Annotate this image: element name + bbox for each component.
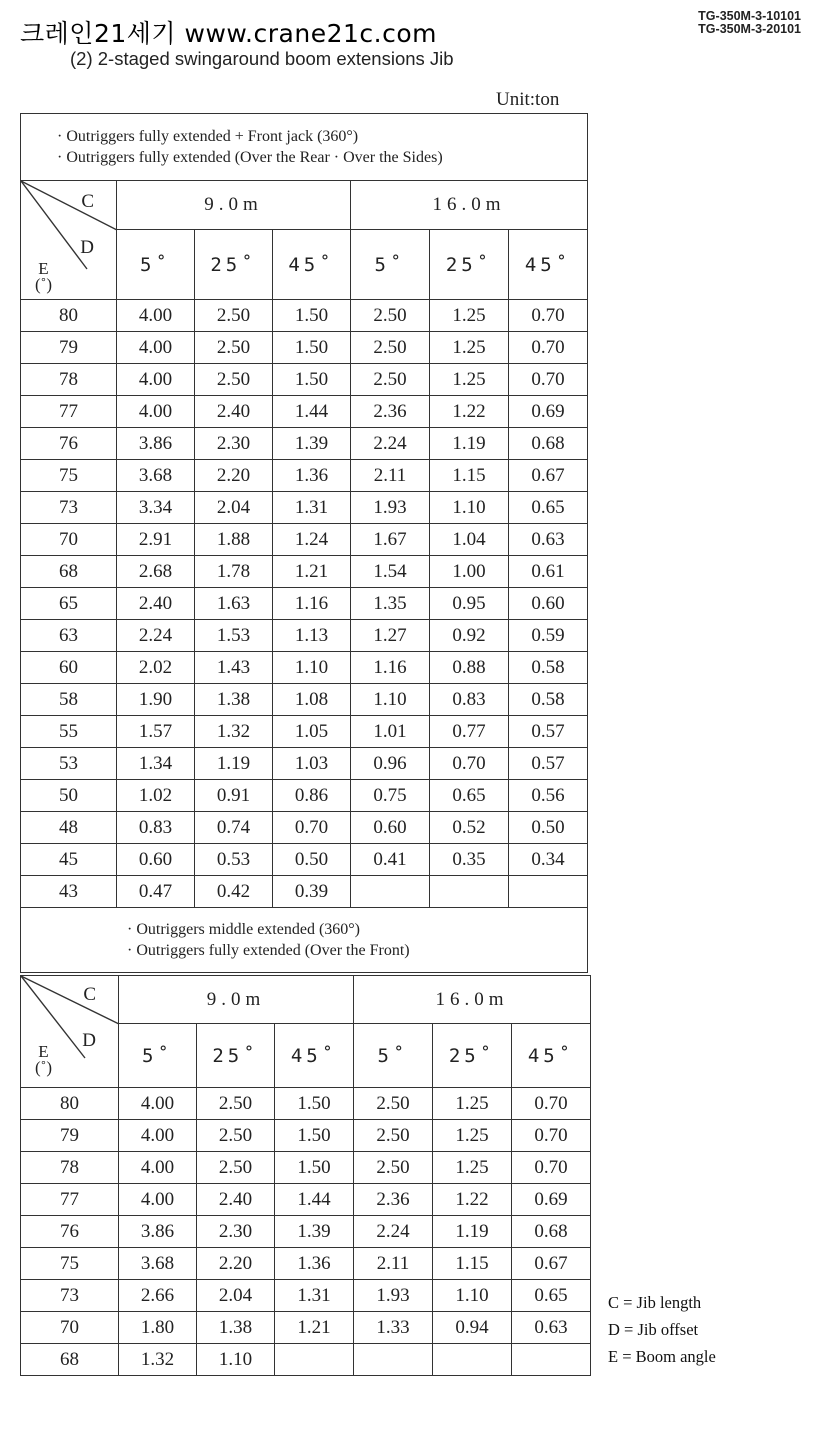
- capacity-cell: 2.40: [117, 588, 195, 620]
- condition-line: · Outriggers middle extended (360°): [127, 921, 360, 938]
- capacity-cell: 0.69: [512, 1184, 591, 1216]
- jib-offset-header: 45˚: [275, 1024, 354, 1088]
- capacity-cell: 2.24: [117, 620, 195, 652]
- capacity-cell: 1.27: [351, 620, 430, 652]
- boom-angle-cell: 70: [21, 524, 117, 556]
- capacity-cell: 2.50: [354, 1152, 433, 1184]
- capacity-cell: 0.57: [509, 716, 588, 748]
- capacity-cell: 1.13: [273, 620, 351, 652]
- capacity-cell: 1.33: [354, 1312, 433, 1344]
- capacity-cell: 2.50: [351, 364, 430, 396]
- table-row: [21, 620, 588, 652]
- table-row: [21, 556, 588, 588]
- boom-angle-cell: 75: [21, 460, 117, 492]
- capacity-cell: [430, 876, 509, 908]
- capacity-cell: 1.10: [273, 652, 351, 684]
- capacity-cell: 1.50: [273, 364, 351, 396]
- capacity-cell: 0.58: [509, 684, 588, 716]
- capacity-cell: 0.57: [509, 748, 588, 780]
- capacity-cell: 0.50: [509, 812, 588, 844]
- capacity-cell: 1.39: [275, 1216, 354, 1248]
- jib-length-axis-label: C: [83, 984, 96, 1005]
- table-row: [21, 460, 588, 492]
- capacity-cell: 1.15: [433, 1248, 512, 1280]
- capacity-cell: 4.00: [119, 1184, 197, 1216]
- capacity-rows: [21, 1088, 591, 1376]
- table-row: [21, 492, 588, 524]
- capacity-cell: 0.59: [509, 620, 588, 652]
- condition-line: · Outriggers fully extended (Over the Front): [127, 942, 410, 959]
- table-row: [21, 1344, 591, 1376]
- boom-angle-cell: 45: [21, 844, 117, 876]
- jib-offset-axis-label: D: [82, 1030, 96, 1051]
- capacity-cell: 0.65: [509, 492, 588, 524]
- unit-label: Unit:ton: [496, 89, 560, 110]
- capacity-cell: 2.50: [354, 1088, 433, 1120]
- capacity-cell: 4.00: [119, 1152, 197, 1184]
- capacity-cell: 0.42: [195, 876, 273, 908]
- capacity-cell: 0.52: [430, 812, 509, 844]
- capacity-cell: 0.88: [430, 652, 509, 684]
- capacity-cell: 0.58: [509, 652, 588, 684]
- document-code: TG-350M-3-10101: [698, 9, 801, 23]
- capacity-table-1: [20, 113, 588, 973]
- jib-offset-header: 25˚: [197, 1024, 275, 1088]
- condition-line: · Outriggers fully extended (Over the Rear · Over the Sides): [57, 149, 443, 166]
- capacity-cell: 2.30: [195, 428, 273, 460]
- boom-angle-cell: 79: [21, 1120, 119, 1152]
- capacity-cell: 2.50: [354, 1120, 433, 1152]
- jib-offset-header: 5˚: [354, 1024, 433, 1088]
- capacity-cell: 1.00: [430, 556, 509, 588]
- axis-corner-cell: [21, 976, 119, 1088]
- boom-angle-cell: 63: [21, 620, 117, 652]
- boom-angle-cell: 78: [21, 364, 117, 396]
- capacity-cell: 1.05: [273, 716, 351, 748]
- jib-offset-header: 25˚: [433, 1024, 512, 1088]
- jib-offset-header: 45˚: [273, 230, 351, 300]
- capacity-cell: 1.32: [195, 716, 273, 748]
- capacity-cell: 3.86: [119, 1216, 197, 1248]
- document-code: TG-350M-3-20101: [698, 22, 801, 36]
- capacity-cell: 1.16: [273, 588, 351, 620]
- jib-length-header: 16.0m: [351, 181, 588, 230]
- capacity-cell: 0.56: [509, 780, 588, 812]
- capacity-cell: 2.24: [351, 428, 430, 460]
- capacity-cell: 0.60: [117, 844, 195, 876]
- capacity-cell: 1.08: [273, 684, 351, 716]
- capacity-cell: 1.03: [273, 748, 351, 780]
- condition-note: [21, 114, 588, 181]
- table-row: [21, 1152, 591, 1184]
- jib-length-header: 9.0m: [117, 181, 351, 230]
- capacity-cell: 1.25: [433, 1120, 512, 1152]
- capacity-cell: 2.50: [197, 1088, 275, 1120]
- capacity-cell: 2.50: [195, 364, 273, 396]
- jib-offset-header: 25˚: [195, 230, 273, 300]
- capacity-cell: 1.90: [117, 684, 195, 716]
- capacity-table-2: [20, 975, 591, 1376]
- jib-length-axis-label: C: [81, 191, 94, 212]
- table-row: [21, 1216, 591, 1248]
- capacity-cell: 0.92: [430, 620, 509, 652]
- table-row: [21, 332, 588, 364]
- capacity-cell: 0.47: [117, 876, 195, 908]
- site-brand: 크레인21세기 www.crane21c.com: [20, 19, 437, 48]
- capacity-cell: 1.44: [275, 1184, 354, 1216]
- capacity-cell: [512, 1344, 591, 1376]
- capacity-cell: 0.77: [430, 716, 509, 748]
- capacity-cell: 2.04: [197, 1280, 275, 1312]
- capacity-cell: 2.40: [195, 396, 273, 428]
- capacity-cell: 1.19: [430, 428, 509, 460]
- jib-offset-header: 5˚: [117, 230, 195, 300]
- capacity-cell: 0.70: [273, 812, 351, 844]
- capacity-cell: 1.22: [433, 1184, 512, 1216]
- capacity-cell: 0.41: [351, 844, 430, 876]
- capacity-cell: 0.65: [512, 1280, 591, 1312]
- capacity-cell: 2.50: [195, 300, 273, 332]
- boom-angle-cell: 73: [21, 492, 117, 524]
- table-row: [21, 1088, 591, 1120]
- capacity-cell: [275, 1344, 354, 1376]
- boom-angle-cell: 65: [21, 588, 117, 620]
- capacity-cell: 2.11: [351, 460, 430, 492]
- capacity-cell: 0.91: [195, 780, 273, 812]
- table-row: [21, 1280, 591, 1312]
- capacity-cell: 0.61: [509, 556, 588, 588]
- capacity-cell: 2.50: [351, 300, 430, 332]
- capacity-cell: 0.96: [351, 748, 430, 780]
- capacity-cell: 1.67: [351, 524, 430, 556]
- capacity-cell: 0.70: [512, 1120, 591, 1152]
- capacity-cell: 1.93: [354, 1280, 433, 1312]
- capacity-cell: 3.68: [117, 460, 195, 492]
- capacity-cell: 2.24: [354, 1216, 433, 1248]
- capacity-cell: 1.53: [195, 620, 273, 652]
- boom-angle-cell: 77: [21, 1184, 119, 1216]
- legend-jib-offset: D = Jib offset: [608, 1320, 699, 1339]
- boom-angle-cell: 70: [21, 1312, 119, 1344]
- table-row: [21, 876, 588, 908]
- boom-angle-cell: 77: [21, 396, 117, 428]
- boom-angle-cell: 76: [21, 1216, 119, 1248]
- capacity-cell: 1.50: [275, 1152, 354, 1184]
- legend-boom-angle: E = Boom angle: [608, 1347, 716, 1366]
- capacity-rows: [21, 300, 588, 908]
- capacity-cell: 1.19: [433, 1216, 512, 1248]
- table-row: [21, 1120, 591, 1152]
- capacity-cell: 1.25: [430, 300, 509, 332]
- capacity-cell: 1.50: [275, 1088, 354, 1120]
- table-row: [21, 428, 588, 460]
- capacity-cell: 1.31: [273, 492, 351, 524]
- capacity-cell: 0.67: [509, 460, 588, 492]
- capacity-cell: 4.00: [119, 1088, 197, 1120]
- boom-angle-cell: 58: [21, 684, 117, 716]
- capacity-cell: 2.20: [197, 1248, 275, 1280]
- capacity-cell: 1.36: [273, 460, 351, 492]
- jib-offset-header: 45˚: [509, 230, 588, 300]
- capacity-cell: 2.40: [197, 1184, 275, 1216]
- section-title: (2) 2-staged swingaround boom extensions Jib: [70, 48, 454, 69]
- capacity-cell: 0.70: [512, 1088, 591, 1120]
- capacity-cell: 1.32: [119, 1344, 197, 1376]
- capacity-cell: 0.34: [509, 844, 588, 876]
- capacity-cell: 0.83: [117, 812, 195, 844]
- capacity-cell: 2.30: [197, 1216, 275, 1248]
- boom-angle-cell: 68: [21, 1344, 119, 1376]
- capacity-cell: 0.70: [512, 1152, 591, 1184]
- table-row: [21, 300, 588, 332]
- jib-offset-header: 25˚: [430, 230, 509, 300]
- table-row: [21, 748, 588, 780]
- table-row: [21, 364, 588, 396]
- boom-angle-axis-label: E (˚): [35, 1042, 52, 1077]
- capacity-cell: 2.36: [351, 396, 430, 428]
- capacity-cell: 1.39: [273, 428, 351, 460]
- capacity-cell: 1.16: [351, 652, 430, 684]
- capacity-cell: 0.68: [512, 1216, 591, 1248]
- capacity-cell: [433, 1344, 512, 1376]
- capacity-cell: 0.95: [430, 588, 509, 620]
- capacity-cell: 1.63: [195, 588, 273, 620]
- boom-angle-cell: 78: [21, 1152, 119, 1184]
- capacity-cell: 1.50: [273, 332, 351, 364]
- condition-line: · Outriggers fully extended + Front jack (360°): [57, 128, 359, 145]
- table-row: [21, 812, 588, 844]
- capacity-cell: 1.38: [195, 684, 273, 716]
- capacity-cell: 1.50: [273, 300, 351, 332]
- capacity-cell: 0.60: [509, 588, 588, 620]
- capacity-cell: 3.34: [117, 492, 195, 524]
- capacity-cell: 3.68: [119, 1248, 197, 1280]
- capacity-cell: 0.86: [273, 780, 351, 812]
- table-row: [21, 716, 588, 748]
- capacity-cell: 1.38: [197, 1312, 275, 1344]
- capacity-cell: 0.70: [509, 332, 588, 364]
- capacity-cell: 0.69: [509, 396, 588, 428]
- capacity-cell: 1.10: [430, 492, 509, 524]
- capacity-cell: 1.24: [273, 524, 351, 556]
- capacity-cell: 1.21: [275, 1312, 354, 1344]
- boom-angle-cell: 60: [21, 652, 117, 684]
- capacity-cell: 1.80: [119, 1312, 197, 1344]
- capacity-cell: 1.25: [433, 1088, 512, 1120]
- capacity-cell: 2.36: [354, 1184, 433, 1216]
- capacity-cell: 0.35: [430, 844, 509, 876]
- capacity-cell: [351, 876, 430, 908]
- capacity-cell: 0.83: [430, 684, 509, 716]
- capacity-cell: 1.78: [195, 556, 273, 588]
- legend-jib-length: C = Jib length: [608, 1293, 702, 1312]
- capacity-cell: 2.50: [195, 332, 273, 364]
- capacity-cell: 1.25: [433, 1152, 512, 1184]
- capacity-cell: 1.93: [351, 492, 430, 524]
- jib-offset-header: 45˚: [512, 1024, 591, 1088]
- capacity-cell: 0.53: [195, 844, 273, 876]
- capacity-cell: 1.21: [273, 556, 351, 588]
- boom-angle-cell: 68: [21, 556, 117, 588]
- capacity-cell: 2.66: [119, 1280, 197, 1312]
- table-row: [21, 780, 588, 812]
- capacity-cell: 0.70: [509, 300, 588, 332]
- table-row: [21, 1184, 591, 1216]
- capacity-cell: 2.04: [195, 492, 273, 524]
- capacity-cell: 0.74: [195, 812, 273, 844]
- capacity-cell: 1.36: [275, 1248, 354, 1280]
- table-row: [21, 524, 588, 556]
- capacity-cell: 1.88: [195, 524, 273, 556]
- capacity-cell: 2.02: [117, 652, 195, 684]
- jib-offset-header: 5˚: [351, 230, 430, 300]
- capacity-cell: 1.34: [117, 748, 195, 780]
- jib-length-header: 9.0m: [119, 976, 354, 1024]
- capacity-cell: 0.63: [512, 1312, 591, 1344]
- boom-angle-cell: 80: [21, 300, 117, 332]
- capacity-cell: 1.31: [275, 1280, 354, 1312]
- capacity-cell: 1.04: [430, 524, 509, 556]
- boom-angle-cell: 75: [21, 1248, 119, 1280]
- capacity-cell: 0.63: [509, 524, 588, 556]
- table-row: [21, 396, 588, 428]
- boom-angle-cell: 55: [21, 716, 117, 748]
- capacity-cell: 2.91: [117, 524, 195, 556]
- capacity-cell: 4.00: [119, 1120, 197, 1152]
- capacity-cell: 0.70: [430, 748, 509, 780]
- table-row: [21, 844, 588, 876]
- boom-angle-cell: 73: [21, 1280, 119, 1312]
- boom-angle-cell: 50: [21, 780, 117, 812]
- capacity-cell: 2.20: [195, 460, 273, 492]
- capacity-cell: 2.68: [117, 556, 195, 588]
- capacity-cell: 0.70: [509, 364, 588, 396]
- boom-angle-unit: (˚): [35, 1058, 52, 1077]
- boom-angle-unit: (˚): [35, 275, 52, 294]
- jib-length-header: 16.0m: [354, 976, 591, 1024]
- boom-angle-cell: 43: [21, 876, 117, 908]
- capacity-cell: 2.50: [197, 1152, 275, 1184]
- axis-corner-cell: [21, 181, 117, 300]
- capacity-cell: 1.54: [351, 556, 430, 588]
- table-row: [21, 588, 588, 620]
- capacity-cell: 1.43: [195, 652, 273, 684]
- jib-offset-axis-label: D: [80, 237, 94, 258]
- boom-angle-axis-label: E (˚): [35, 259, 52, 294]
- boom-angle-cell: 48: [21, 812, 117, 844]
- capacity-cell: 1.10: [351, 684, 430, 716]
- boom-angle-cell: 80: [21, 1088, 119, 1120]
- boom-angle-cell: 76: [21, 428, 117, 460]
- table-row: [21, 1248, 591, 1280]
- table-row: [21, 652, 588, 684]
- capacity-cell: 0.67: [512, 1248, 591, 1280]
- jib-offset-header: 5˚: [119, 1024, 197, 1088]
- capacity-cell: 1.02: [117, 780, 195, 812]
- capacity-cell: 4.00: [117, 300, 195, 332]
- capacity-cell: 1.10: [433, 1280, 512, 1312]
- capacity-cell: 1.22: [430, 396, 509, 428]
- capacity-cell: [509, 876, 588, 908]
- capacity-cell: 1.25: [430, 364, 509, 396]
- boom-angle-cell: 79: [21, 332, 117, 364]
- capacity-cell: 2.50: [351, 332, 430, 364]
- capacity-cell: 1.15: [430, 460, 509, 492]
- boom-angle-cell: 53: [21, 748, 117, 780]
- capacity-cell: 4.00: [117, 364, 195, 396]
- capacity-cell: 1.10: [197, 1344, 275, 1376]
- capacity-cell: 1.57: [117, 716, 195, 748]
- capacity-cell: 3.86: [117, 428, 195, 460]
- capacity-cell: 2.50: [197, 1120, 275, 1152]
- legend: [608, 1289, 716, 1370]
- capacity-cell: 0.68: [509, 428, 588, 460]
- capacity-cell: 0.39: [273, 876, 351, 908]
- table-row: [21, 1312, 591, 1344]
- capacity-cell: 1.01: [351, 716, 430, 748]
- capacity-cell: 1.25: [430, 332, 509, 364]
- capacity-cell: 4.00: [117, 332, 195, 364]
- capacity-cell: 2.11: [354, 1248, 433, 1280]
- capacity-cell: 1.19: [195, 748, 273, 780]
- capacity-cell: 0.60: [351, 812, 430, 844]
- condition-note: [21, 908, 588, 973]
- capacity-cell: 1.50: [275, 1120, 354, 1152]
- document-codes: [698, 10, 801, 36]
- capacity-cell: 0.75: [351, 780, 430, 812]
- table-row: [21, 684, 588, 716]
- capacity-cell: [354, 1344, 433, 1376]
- capacity-cell: 0.94: [433, 1312, 512, 1344]
- capacity-cell: 1.44: [273, 396, 351, 428]
- capacity-cell: 0.50: [273, 844, 351, 876]
- capacity-cell: 1.35: [351, 588, 430, 620]
- capacity-cell: 4.00: [117, 396, 195, 428]
- capacity-cell: 0.65: [430, 780, 509, 812]
